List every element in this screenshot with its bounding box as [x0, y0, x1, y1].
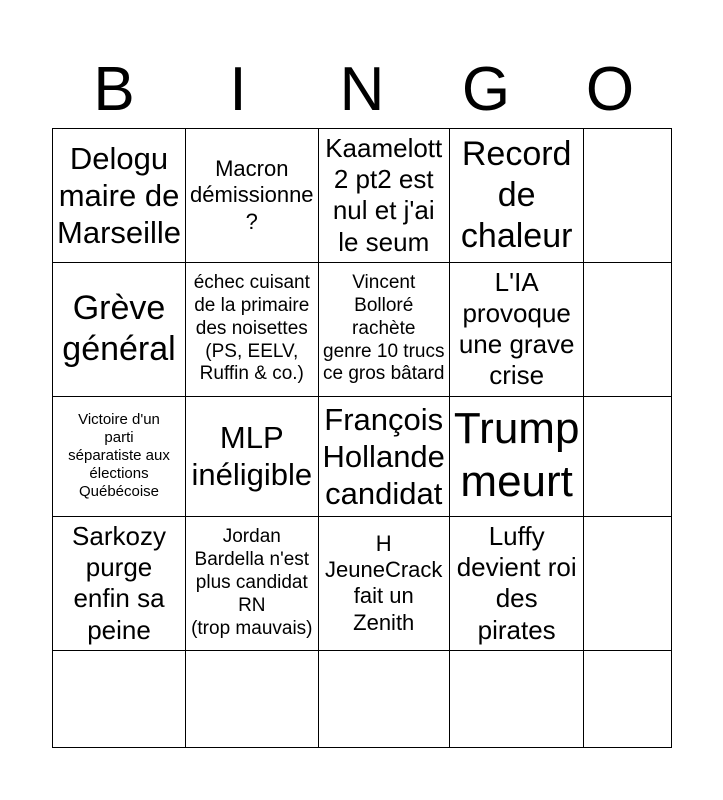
bingo-cell[interactable]: Vincent Bolloré rachète genre 10 trucs ce gros bâtard: [319, 263, 450, 397]
bingo-cell[interactable]: [584, 397, 672, 518]
bingo-cell[interactable]: Delogu maire de Marseille: [53, 129, 186, 263]
bingo-cell[interactable]: MLP inéligible: [186, 397, 319, 518]
bingo-cell[interactable]: [450, 651, 585, 748]
bingo-card-grid: [52, 128, 672, 748]
bingo-cell[interactable]: Record de chaleur: [450, 129, 585, 263]
bingo-cell[interactable]: [319, 651, 450, 748]
bingo-cell[interactable]: Macron démissionne ?: [186, 129, 319, 263]
bingo-cell[interactable]: François Hollande candidat: [319, 397, 450, 518]
bingo-cell[interactable]: Sarkozy purge enfin sa peine: [53, 517, 186, 651]
bingo-cell[interactable]: Jordan Bardella n'est plus candidat RN (trop mauvais): [186, 517, 319, 651]
bingo-cell[interactable]: échec cuisant de la primaire des noisettes (PS, EELV, Ruffin & co.): [186, 263, 319, 397]
header-letter-i: I: [229, 55, 247, 124]
bingo-cell[interactable]: H JeuneCrack fait un Zenith: [319, 517, 450, 651]
bingo-cell[interactable]: Luffy devient roi des pirates: [450, 517, 585, 651]
bingo-cell[interactable]: Trump meurt: [450, 397, 585, 518]
bingo-cell[interactable]: [584, 517, 672, 651]
bingo-cell[interactable]: [186, 651, 319, 748]
bingo-cell[interactable]: [53, 651, 186, 748]
header-letter-g: G: [461, 55, 511, 124]
bingo-cell[interactable]: Grève général: [53, 263, 186, 397]
bingo-cell[interactable]: [584, 263, 672, 397]
header-letter-n: N: [339, 55, 385, 124]
bingo-cell[interactable]: [584, 129, 672, 263]
bingo-cell[interactable]: [584, 651, 672, 748]
bingo-cell[interactable]: Kaamelott 2 pt2 est nul et j'ai le seum: [319, 129, 450, 263]
header-letter-b: B: [93, 55, 135, 124]
bingo-cell[interactable]: L'IA provoque une grave crise: [450, 263, 585, 397]
bingo-header: [52, 52, 672, 128]
header-letter-o: O: [585, 55, 635, 124]
bingo-cell[interactable]: Victoire d'un parti séparatiste aux élections Québécoise: [53, 397, 186, 518]
